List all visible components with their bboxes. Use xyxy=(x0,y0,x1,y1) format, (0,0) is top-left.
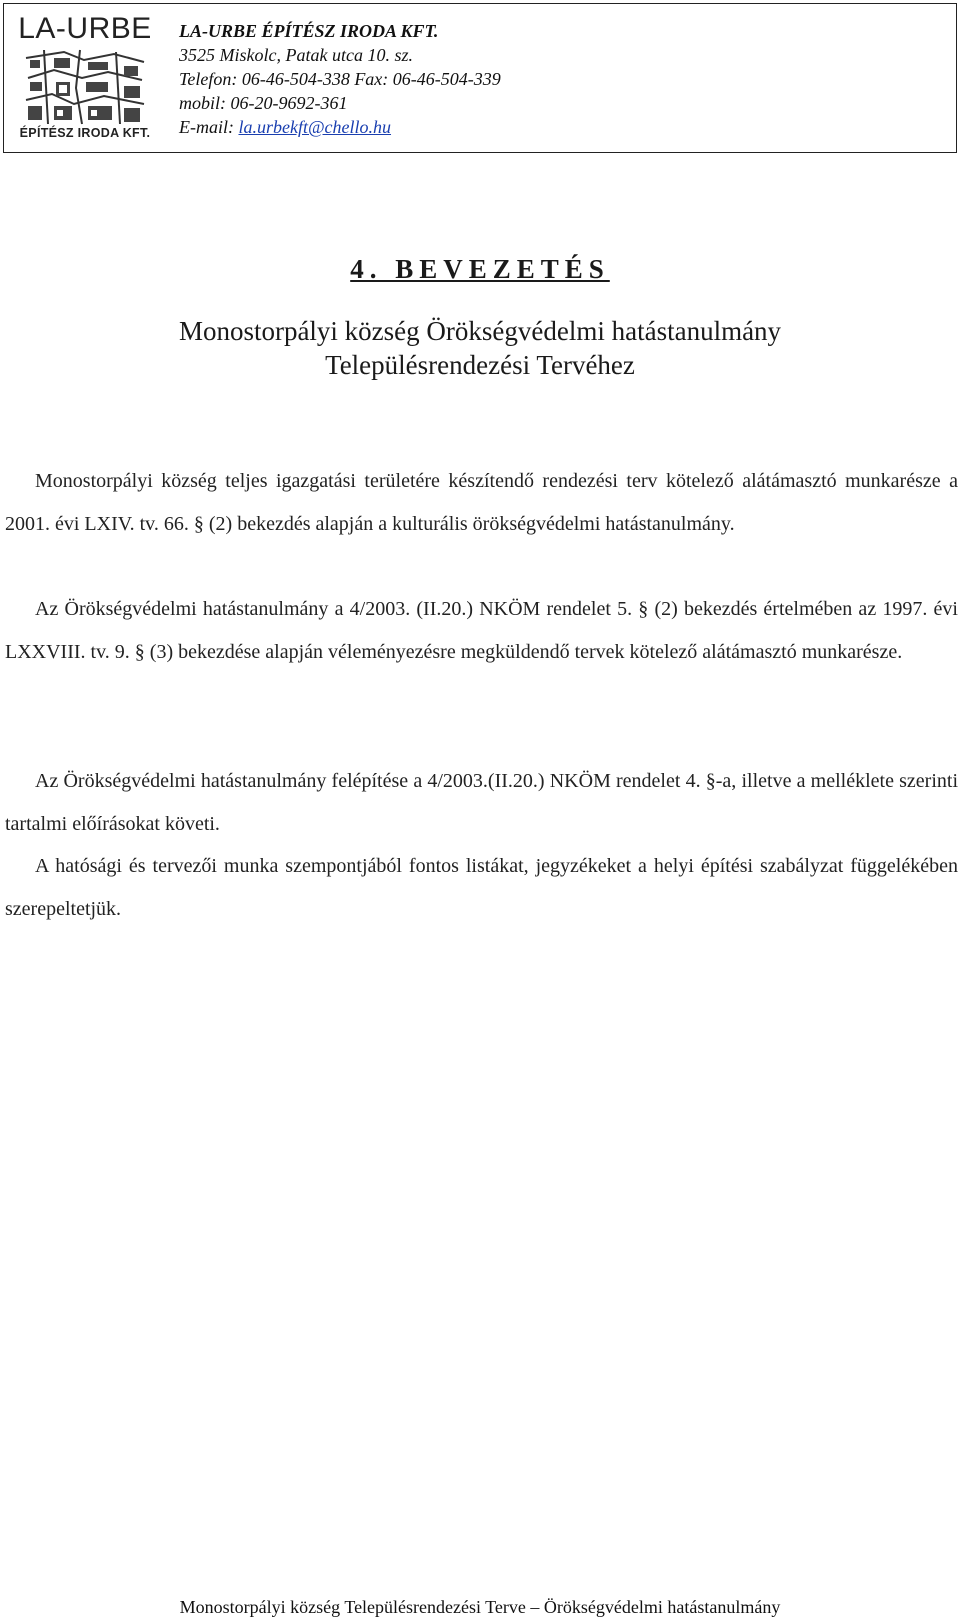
paragraph-3: Az Örökségvédelmi hatástanulmány felépítése a 4/2003.(II.20.) NKÖM rendelet 4. §-a, illetve a melléklete szerinti tartalmi előírásokat követi. xyxy=(5,770,958,835)
company-address: 3525 Miskolc, Patak utca 10. sz. xyxy=(179,45,413,65)
company-email-row xyxy=(179,115,501,139)
logo-title: LA-URBE xyxy=(18,12,152,45)
logo-subtitle: ÉPÍTÉSZ IRODA KFT. xyxy=(19,126,151,140)
paragraph-1: Monostorpályi község teljes igazgatási területére készítendő rendezési terv kötelező alátámasztó munkarésze a 2001. évi LXIV. tv. 66. § (2) bekezdés alapján a kulturális örökségvédelmi hatástanulmány. xyxy=(5,470,958,535)
section-heading: 4. BEVEZETÉS xyxy=(350,254,610,284)
paragraph-4: A hatósági és tervezői munka szempontjából fontos listákat, jegyzékeket a helyi építési szabályzat függelékében szerepeltetjük. xyxy=(5,855,958,920)
letterhead xyxy=(3,3,957,153)
company-info xyxy=(179,19,501,139)
document-title-line2: Településrendezési Tervéhez xyxy=(325,350,635,380)
company-logo xyxy=(16,12,154,146)
email-link[interactable]: la.urbekft@chello.hu xyxy=(238,117,392,137)
company-name: LA-URBE ÉPÍTÉSZ IRODA KFT. xyxy=(179,21,439,41)
paragraph-2: Az Örökségvédelmi hatástanulmány a 4/2003. (II.20.) NKÖM rendelet 5. § (2) bekezdés értelmében az 1997. évi LXXVIII. tv. 9. § (3) bekezdése alapján véleményezésre megküldendő tervek kötelező alátámasztó munkarésze. xyxy=(5,598,958,663)
company-phone: Telefon: 06-46-504-338 Fax: 06-46-504-339 xyxy=(179,69,501,89)
company-mobile: mobil: 06-20-9692-361 xyxy=(179,93,348,113)
page-footer: Monostorpályi község Településrendezési Terve – Örökségvédelmi hatástanulmány xyxy=(179,1597,781,1617)
map-icon xyxy=(24,48,146,126)
email-label: E-mail: xyxy=(179,117,239,137)
document-title-line1: Monostorpályi község Örökségvédelmi hatástanulmány xyxy=(178,316,782,346)
